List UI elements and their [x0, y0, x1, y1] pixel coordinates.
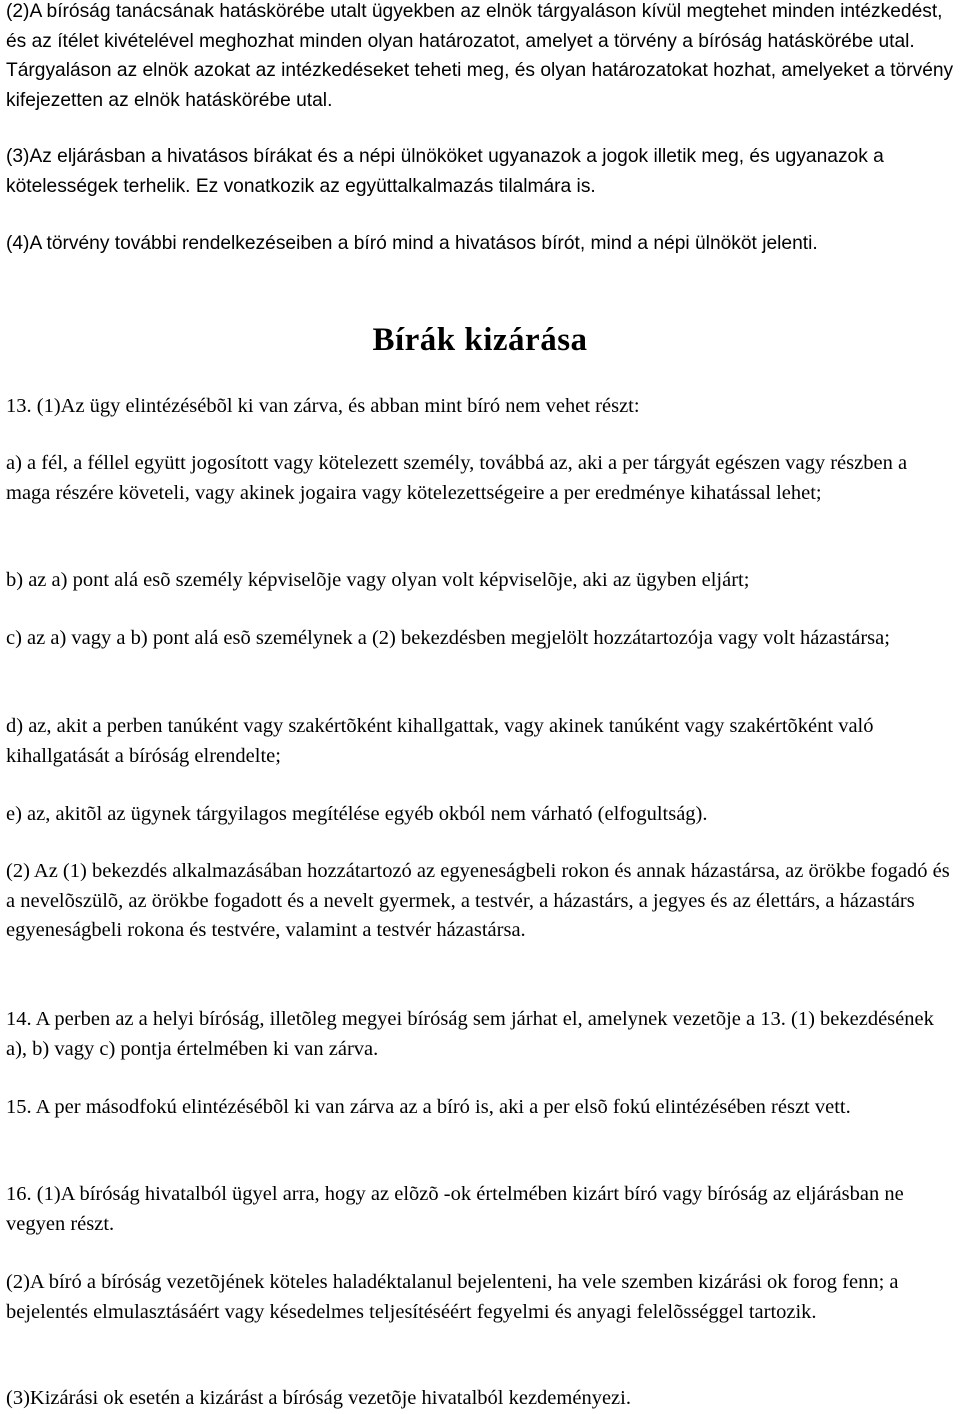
paragraph-2: (2)A bíróság tanácsának hatáskörébe utalt ügyekben az elnök tárgyaláson kívül megtehet minden intézkedést, és az ítélet kivételével meghozhat minden olyan határozatot, amelyet a törvény a bíróság hatáskörébe utal. Tárgyaláson az elnök azokat az intézkedéseket teheti meg, és olyan határozatokat hozhat, amelyeket a törvény kifejezetten az elnök hatáskörébe utal. — [6, 1, 954, 111]
paragraph-3: (3)Az eljárásban a hivatásos bírákat és a népi ülnököket ugyanazok a jogok illetik meg, és ugyanazok a kötelességek terhelik. Ez vonatkozik az együttalkalmazás tilalmára is. — [6, 146, 884, 197]
section-13-point-e: e) az, akitõl az ügynek tárgyilagos megítélése egyéb okból nem várható (elfogultság). — [6, 803, 708, 825]
section-13-intro: 13. (1)Az ügy elintézésébõl ki van zárva, és abban mint bíró nem vehet részt: — [6, 395, 640, 417]
section-13-paragraph-2: (2) Az (1) bekezdés alkalmazásában hozzátartozó az egyeneságbeli rokon és annak házastársa, az örökbe fogadó és a nevelõszülõ, az örökbe fogadott és a nevelt gyermek, a testvér, a házastárs, a jegyes és az élettárs, a házastárs egyeneságbeli rokona és testvére, valamint a testvér házastársa. — [6, 860, 950, 941]
section-13-point-d: d) az, akit a perben tanúként vagy szakértõként kihallgattak, vagy akinek tanúként vagy szakértõként való kihallgatását a bíróság elrendelte; — [6, 715, 874, 767]
paragraph-4: (4)A törvény további rendelkezéseiben a bíró mind a hivatásos bírót, mind a népi ülnököt jelenti. — [6, 233, 818, 254]
section-13-point-a: a) a fél, a féllel együtt jogosított vagy kötelezett személy, továbbá az, aki a per tárgyát egészen vagy részben a maga részére követeli, vagy akinek jogaira vagy kötelezettségeire a per eredménye kihatással lehet; — [6, 452, 908, 504]
section-16-paragraph-2: (2)A bíró a bíróság vezetõjének köteles haladéktalanul bejelenteni, ha vele szemben kizárási ok forog fenn; a bejelentés elmulasztásáért vagy késedelmes teljesítéséért fegyelmi és anyagi felelõsséggel tartozik. — [6, 1271, 899, 1323]
section-13-point-c: c) az a) vagy a b) pont alá esõ személynek a (2) bekezdésben megjelölt hozzátartozója vagy volt házastársa; — [6, 627, 890, 649]
section-16-paragraph-3: (3)Kizárási ok esetén a kizárást a bíróság vezetõje hivatalból kezdeményezi. — [6, 1387, 631, 1409]
section-13-point-b: b) az a) pont alá esõ személy képviselõje vagy olyan volt képviselõje, aki az ügyben eljárt; — [6, 569, 750, 591]
section-heading: Bírák kizárása — [372, 322, 588, 358]
section-16-paragraph-1: 16. (1)A bíróság hivatalból ügyel arra, hogy az elõzõ -ok értelmében kizárt bíró vagy bíróság az eljárásban ne vegyen részt. — [6, 1183, 904, 1235]
section-14: 14. A perben az a helyi bíróság, illetõleg megyei bíróság sem járhat el, amelynek vezetõje a 13. (1) bekezdésének a), b) vagy c) pontja értelmében ki van zárva. — [6, 1008, 934, 1060]
section-15: 15. A per másodfokú elintézésébõl ki van zárva az a bíró is, aki a per elsõ fokú elintézésében részt vett. — [6, 1096, 851, 1118]
